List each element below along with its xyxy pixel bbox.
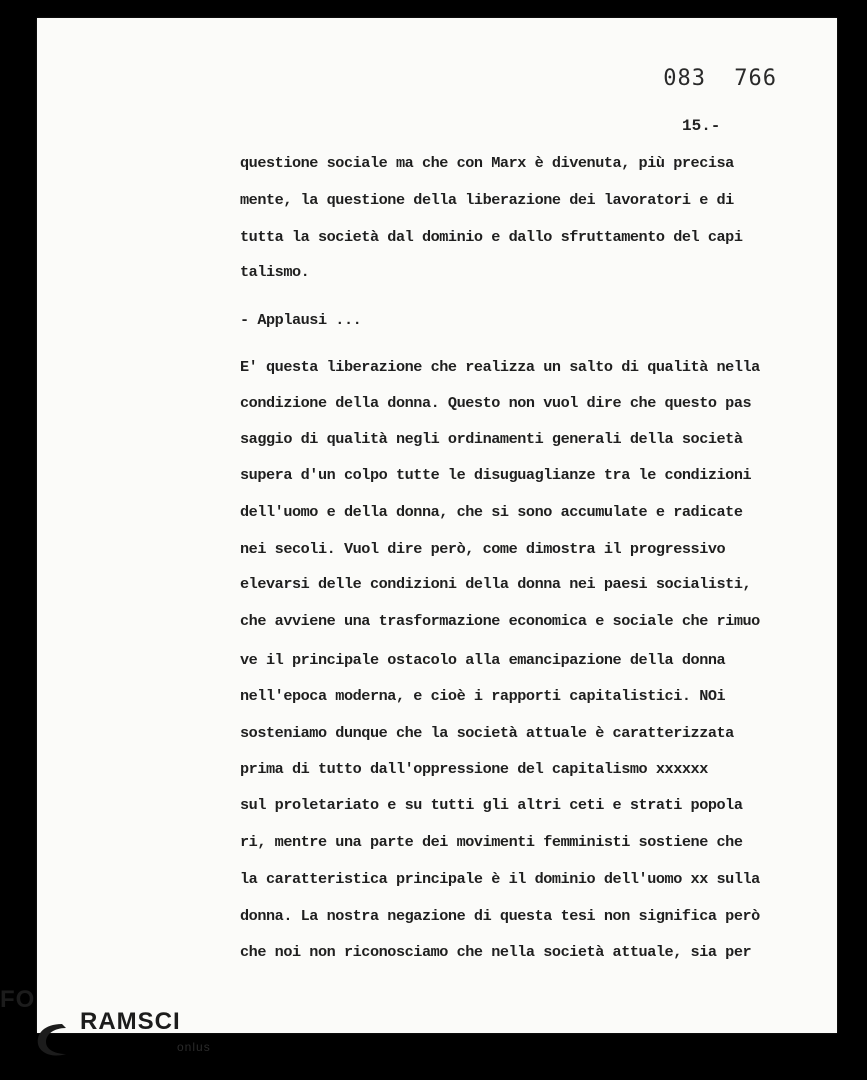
watermark-brand: RAMSCI [80, 1008, 181, 1035]
text-line: talismo. [240, 263, 310, 281]
text-line: saggio di qualità negli ordinamenti generali della società [240, 430, 743, 448]
text-line: dell'uomo e della donna, che si sono accumulate e radicate [240, 503, 743, 521]
page-number: 15.- [682, 117, 721, 135]
applause-note: - Applausi ... [240, 311, 362, 329]
text-line: supera d'un colpo tutte le disuguaglianze tra le condizioni [240, 466, 752, 484]
text-line: donna. La nostra negazione di questa tesi non significa però [240, 907, 760, 925]
text-line: tutta la società dal dominio e dallo sfruttamento del capi [240, 228, 743, 246]
text-line: sosteniamo dunque che la società attuale è caratterizzata [240, 724, 734, 742]
document-page [37, 18, 837, 1033]
text-line: sul proletariato e su tutti gli altri ceti e strati popola [240, 796, 743, 814]
text-line: ve il principale ostacolo alla emancipazione della donna [240, 651, 726, 669]
text-line: mente, la questione della liberazione dei lavoratori e di [240, 191, 734, 209]
watermark-prefix: FO [0, 986, 36, 1013]
text-line: prima di tutto dall'oppressione del capitalismo xxxxxx [240, 760, 708, 778]
text-line: ri, mentre una parte dei movimenti femministi sostiene che [240, 833, 743, 851]
text-line: questione sociale ma che con Marx è divenuta, più precisa [240, 154, 734, 172]
watermark-suffix: onlus [177, 1040, 211, 1054]
text-line: la caratteristica principale è il dominio dell'uomo xx sulla [240, 870, 760, 888]
archive-number: 083 766 [663, 66, 777, 91]
text-line: condizione della donna. Questo non vuol dire che questo pas [240, 394, 752, 412]
text-line: elevarsi delle condizioni della donna nei paesi socialisti, [240, 575, 752, 593]
text-line: che avviene una trasformazione economica e sociale che rimuo [240, 612, 760, 630]
text-line: nell'epoca moderna, e cioè i rapporti capitalistici. NOi [240, 687, 726, 705]
text-line: E' questa liberazione che realizza un salto di qualità nella [240, 358, 760, 376]
text-line: che noi non riconosciamo che nella società attuale, sia per [240, 943, 752, 961]
text-line: nei secoli. Vuol dire però, come dimostra il progressivo [240, 540, 726, 558]
gramsci-watermark [0, 980, 230, 1080]
